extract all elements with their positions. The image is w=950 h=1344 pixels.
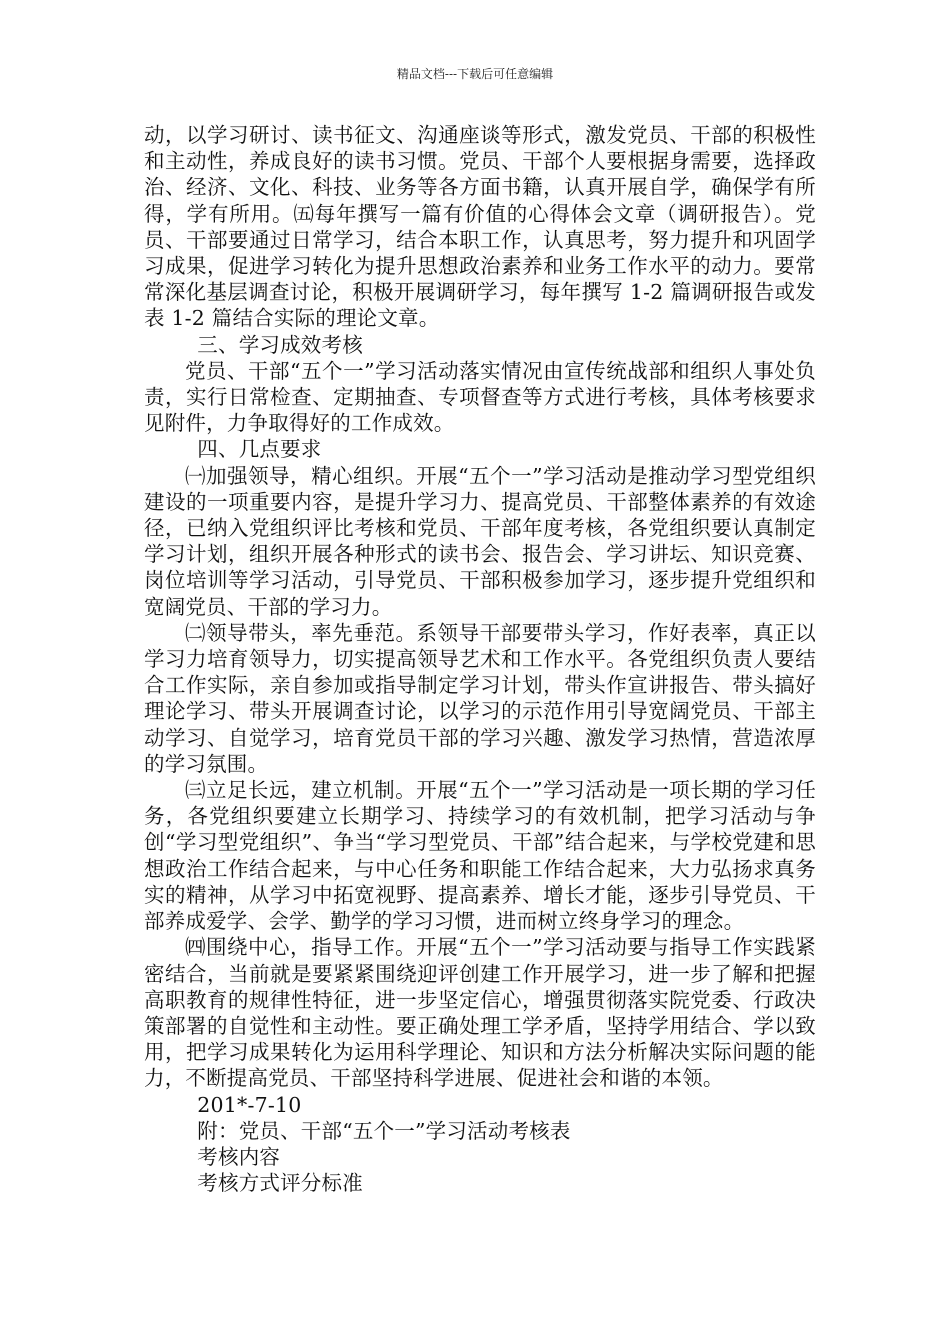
- document-body: [144, 122, 816, 1196]
- paragraph-assessment: 党员、干部“五个一”学习活动落实情况由宣传统战部和组织人事处负责，实行日常检查、定期抽查、专项督查等方式进行考核，具体考核要求见附件，力争取得好的工作成效。: [144, 358, 816, 436]
- paragraph-requirement-3: ㈢立足长远，建立机制。开展“五个一”学习活动是一项长期的学习任务，各党组织要建立长期学习、持续学习的有效机制，把学习活动与争创“学习型党组织”、争当“学习型党员、干部”结合起来，与学校党建和思想政治工作结合起来，与中心任务和职能工作结合起来，大力弘扬求真务实的精神，从学习中拓宽视野、提高素养、增长才能，逐步引导党员、干部养成爱学、会学、勤学的学习习惯，进而树立终身学习的理念。: [144, 778, 816, 934]
- paragraph-requirement-2: ㈡领导带头，率先垂范。系领导干部要带头学习，作好表率，真正以学习力培育领导力，切实提高领导艺术和工作水平。各党组织负责人要结合工作实际，亲自参加或指导制定学习计划，带头作宣讲报告、带头搞好理论学习、带头开展调查讨论，以学习的示范作用引导宽阔党员、干部主动学习、自觉学习，培育党员干部的学习兴趣、激发学习热情，营造浓厚的学习氛围。: [144, 620, 816, 776]
- document-date: 201*-7-10: [197, 1092, 302, 1117]
- attachment-title: 附：党员、干部“五个一”学习活动考核表: [197, 1118, 571, 1143]
- section-heading-4: 四、几点要求: [197, 437, 322, 462]
- paragraph-continued: 动，以学习研讨、读书征文、沟通座谈等形式，激发党员、干部的积极性和主动性，养成良好的读书习惯。党员、干部个人要根据身需要，选择政治、经济、文化、科技、业务等各方面书籍，认真开展自学，确保学有所得，学有所用。㈤每年撰写一篇有价值的心得体会文章（调研报告）。党员、干部要通过日常学习，结合本职工作，认真思考，努力提升和巩固学习成果，促进学习转化为提升思想政治素养和业务工作水平的动力。要常常深化基层调查讨论，积极开展调研学习，每年撰写 1-2 篇调研报告或发表 1-2 篇结合实际的理论文章。: [144, 123, 816, 331]
- table-header-method: 考核方式评分标准: [197, 1171, 363, 1196]
- paragraph-requirement-4: ㈣围绕中心，指导工作。开展“五个一”学习活动要与指导工作实践紧密结合，当前就是要紧紧围绕迎评创建工作开展学习，进一步了解和把握高职教育的规律性特征，进一步坚定信心，增强贯彻落实院党委、行政决策部署的自觉性和主动性。要正确处理工学矛盾，坚持学用结合、学以致用，把学习成果转化为运用科学理论、知识和方法分析解决实际问题的能力，不断提高党员、干部坚持科学进展、促进社会和谐的本领。: [144, 935, 816, 1091]
- table-header-content: 考核内容: [197, 1144, 281, 1169]
- page-header: 精品文档---下载后可任意编辑: [396, 67, 554, 81]
- section-heading-3: 三、学习成效考核: [197, 332, 363, 357]
- paragraph-requirement-1: ㈠加强领导，精心组织。开展“五个一”学习活动是推动学习型党组织建设的一项重要内容，是提升学习力、提高党员、干部整体素养的有效途径，已纳入党组织评比考核和党员、干部年度考核，各党组织要认真制定学习计划，组织开展各种形式的读书会、报告会、学习讲坛、知识竞赛、岗位培训等学习活动，引导党员、干部积极参加学习，逐步提升党组织和宽阔党员、干部的学习力。: [144, 463, 816, 619]
